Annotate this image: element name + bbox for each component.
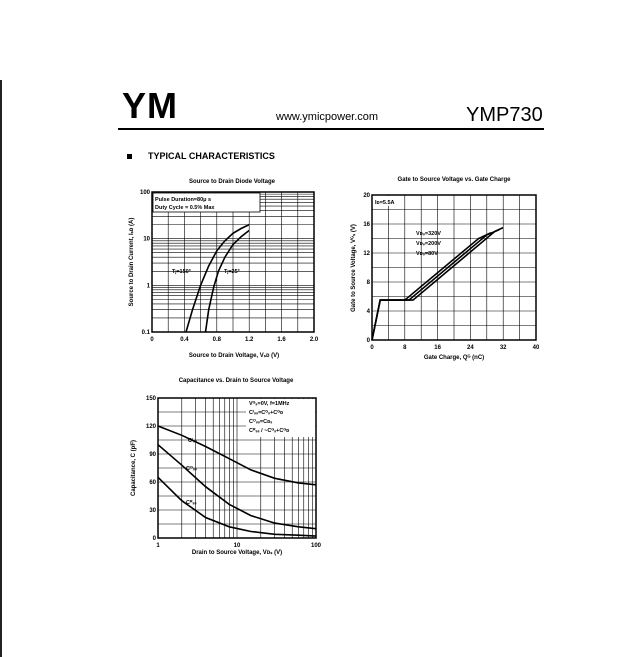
chart3-xlabel: Drain to Source Voltage, Vᴅₛ (V): [191, 550, 283, 556]
y-tick-label: 10: [143, 236, 150, 243]
chart2-ticks: [363, 193, 540, 351]
y-tick-label: 150: [145, 396, 156, 402]
x-tick-label: 32: [499, 345, 507, 351]
y-tick-label: 0.1: [141, 330, 150, 336]
chart2-xlabel: Gate Charge, Qᴳ (nC): [423, 355, 485, 361]
chart2-annotation-80v: Vᴅₛ=80V: [416, 251, 438, 257]
section-title: TYPICAL CHARACTERISTICS: [148, 151, 275, 161]
x-tick-label: 1.2: [245, 337, 254, 343]
y-tick-label: 0: [366, 338, 370, 344]
x-tick-label: 100: [310, 543, 322, 549]
gate-charge-chart: [350, 177, 540, 361]
y-tick-label: 8: [366, 280, 370, 286]
chart1-annotation-duty: Duty Cycle = 0.5% Max: [155, 205, 215, 211]
chart3-annotation-conditions: Vᴳₛ=0V, f=1MHz: [249, 401, 290, 407]
chart3-label-coss: Cᴼₛₛ: [186, 466, 197, 472]
part-number: YMP730: [466, 104, 543, 126]
chart1-grid: [152, 192, 314, 332]
y-tick-label: 4: [366, 309, 370, 315]
x-tick-label: 1: [156, 543, 160, 549]
y-tick-label: 120: [145, 424, 156, 430]
x-tick-label: 1.6: [277, 337, 286, 343]
x-tick-label: 0: [370, 345, 374, 351]
x-tick-label: 0: [150, 337, 154, 343]
x-tick-label: 24: [467, 345, 474, 351]
x-tick-label: 16: [434, 345, 441, 351]
chart1-xlabel: Source to Drain Voltage, Vₛᴅ (V): [188, 353, 280, 359]
diode-voltage-chart: [129, 179, 319, 359]
y-tick-label: 90: [149, 452, 156, 458]
chart1-annotation-pulse: Pulse Duration=80μ s: [155, 197, 212, 203]
chart3-label-crss: Cᴿₛₛ: [186, 500, 197, 506]
y-tick-label: 100: [139, 190, 150, 196]
x-tick-label: 10: [233, 543, 241, 549]
y-tick-label: 0: [152, 536, 156, 542]
y-tick-label: 12: [363, 251, 370, 257]
chart3-title: Capacitance vs. Drain to Source Voltage: [178, 378, 294, 384]
y-tick-label: 60: [149, 480, 156, 486]
chart3-ylabel: Capacitance, C (pF): [131, 439, 137, 497]
chart2-ylabel: Gate to Source Voltage, Vᴳₛ (V): [351, 224, 357, 312]
chart2-grid: [372, 195, 536, 340]
y-tick-label: 30: [149, 508, 156, 514]
x-tick-label: 40: [532, 345, 540, 351]
x-tick-label: 2.0: [309, 337, 319, 343]
chart3-annotation-crss: Cᴿₛₛ / ~Cᴳₛ+Cᴳᴅ: [249, 428, 290, 434]
x-tick-label: 8: [403, 345, 407, 351]
chart2-annotation-320v: Vᴅₛ=320V: [416, 231, 441, 237]
chart3-annotation-coss: Cᴼₛₛ=Cᴅₛ: [249, 419, 273, 425]
chart1-ylabel: Source to Drain Current, Iₛᴅ (A): [129, 217, 135, 307]
y-tick-label: 1: [146, 283, 150, 290]
y-tick-label: 16: [363, 222, 370, 228]
chart2-title: Gate to Source Voltage vs. Gate Charge: [397, 177, 511, 183]
brand-logo-text: YM: [122, 85, 178, 126]
chart1-ticks: [140, 190, 319, 343]
x-tick-label: 0.8: [212, 337, 221, 343]
x-tick-label: 0.4: [180, 337, 189, 343]
capacitance-chart: [131, 378, 322, 556]
chart3-annotation-ciss: Cᴵₛₛ=Cᴳₛ+Cᴳᴅ: [249, 410, 284, 416]
website-url[interactable]: www.ymicpower.com: [276, 111, 379, 123]
chart3-label-ciss: Cᴵₛₛ: [188, 438, 198, 444]
chart1-annotation-tj150: Tⱼ=150°: [172, 269, 191, 275]
chart1-title: Source to Drain Diode Voltage: [189, 179, 275, 185]
chart1-annotation-tj25: Tⱼ=25°: [224, 269, 240, 275]
y-tick-label: 20: [363, 193, 370, 199]
chart2-annotation-id: Iᴅ=5.5A: [375, 200, 395, 206]
chart2-annotation-200v: Vᴅₛ=200V: [416, 241, 441, 247]
